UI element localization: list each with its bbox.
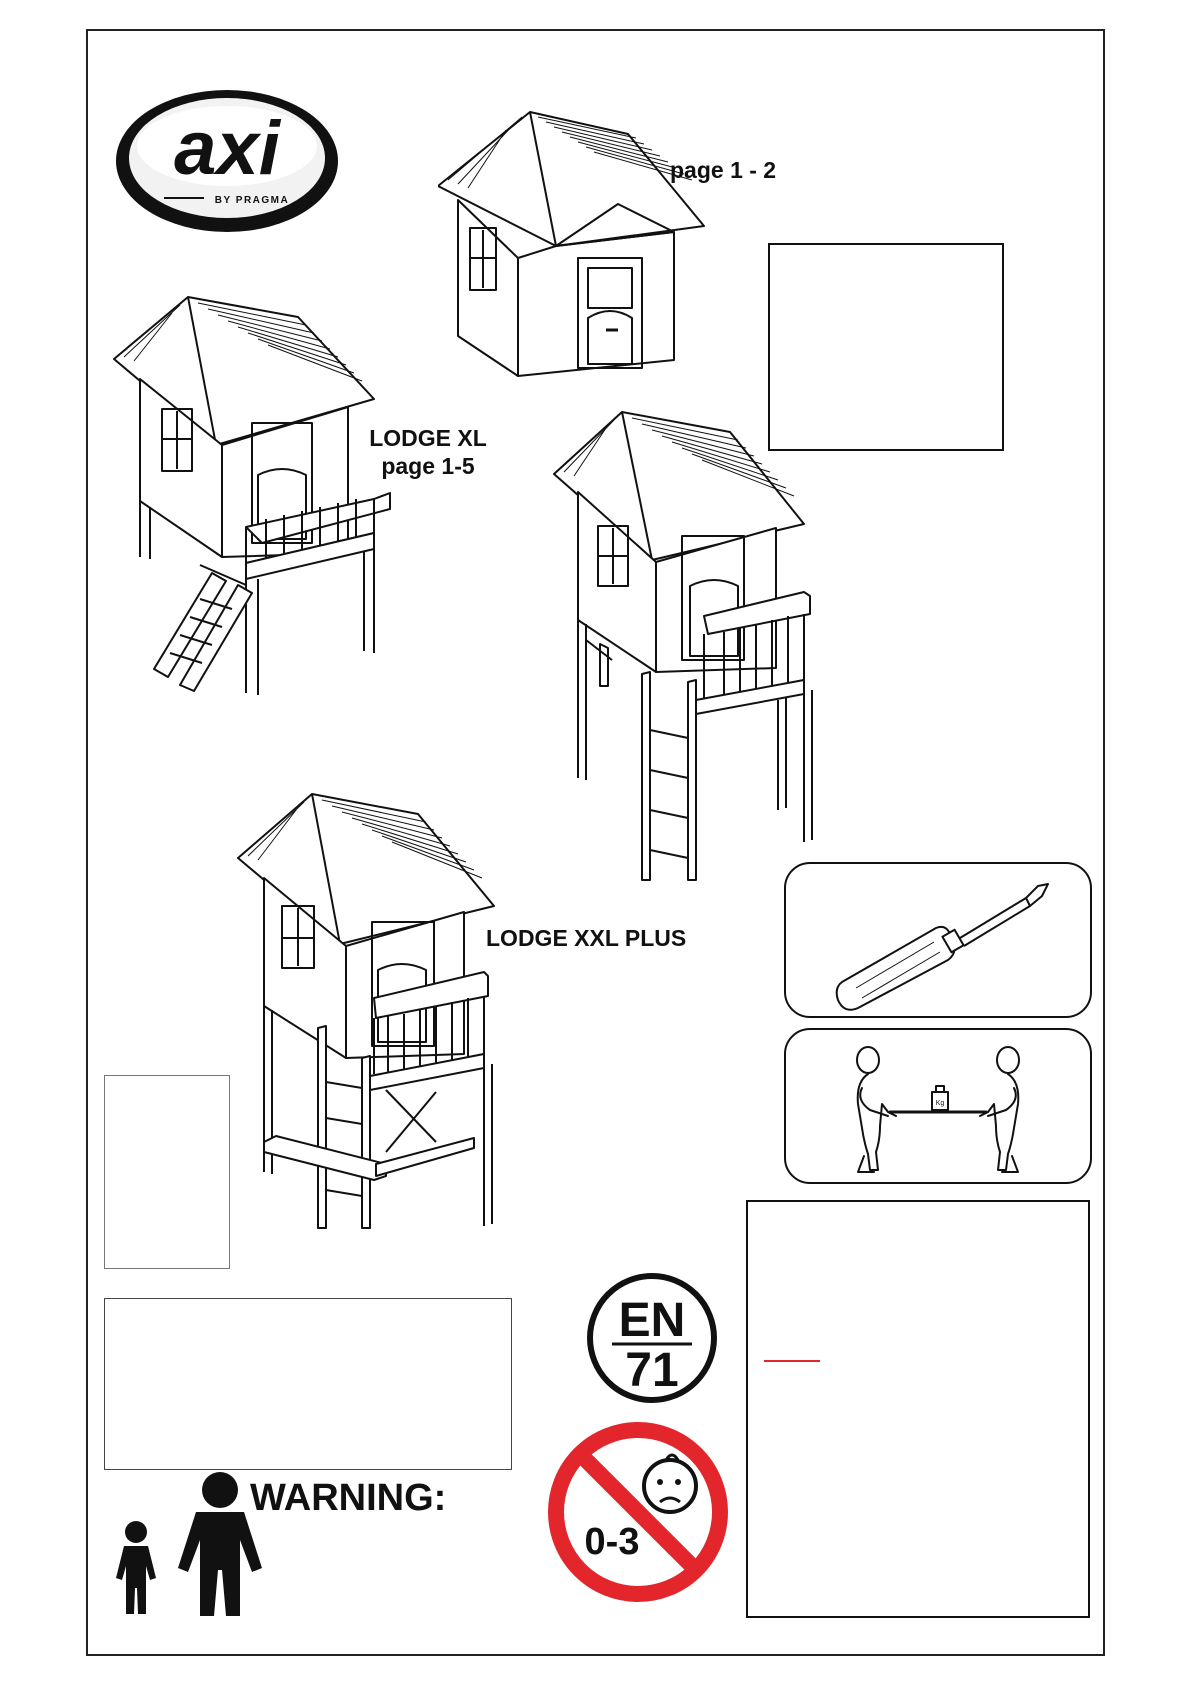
lodge-xl-pages: page 1-5 — [381, 453, 475, 479]
adult-child-icon — [106, 1470, 266, 1620]
lodge-xl-name: LODGE XL — [369, 425, 487, 451]
empty-info-box-left — [104, 1075, 230, 1269]
house-drawing — [438, 108, 708, 408]
logo-brand: axi — [174, 106, 280, 191]
empty-info-box-right — [746, 1200, 1090, 1618]
en71-line2: 71 — [625, 1344, 679, 1397]
lodge-tall-drawing — [552, 410, 824, 890]
tool-screwdriver-box — [784, 862, 1092, 1018]
screwdriver-icon — [786, 864, 1090, 1016]
en71-line1: EN — [618, 1294, 686, 1347]
no-children-under-3-icon — [546, 1420, 730, 1604]
lodge-xxl-plus-drawing — [236, 792, 516, 1242]
warning-title: WARNING: — [250, 1477, 447, 1519]
two-person-lift-icon — [786, 1030, 1090, 1182]
en71-icon — [584, 1270, 720, 1406]
house-pages-label: page 1 - 2 — [670, 157, 777, 183]
logo-byline: BY PRAGMA — [214, 195, 290, 206]
lodge-xxl-plus-name: LODGE XXL PLUS — [486, 925, 687, 951]
lodge-xl-drawing — [112, 295, 402, 711]
age-label: 0-3 — [584, 1521, 640, 1563]
empty-info-box-bottom — [104, 1298, 512, 1470]
weight-label: Kg — [935, 1100, 945, 1107]
axi-logo — [112, 86, 342, 236]
two-person-lift-box — [784, 1028, 1092, 1184]
red-accent-line — [764, 1360, 820, 1362]
